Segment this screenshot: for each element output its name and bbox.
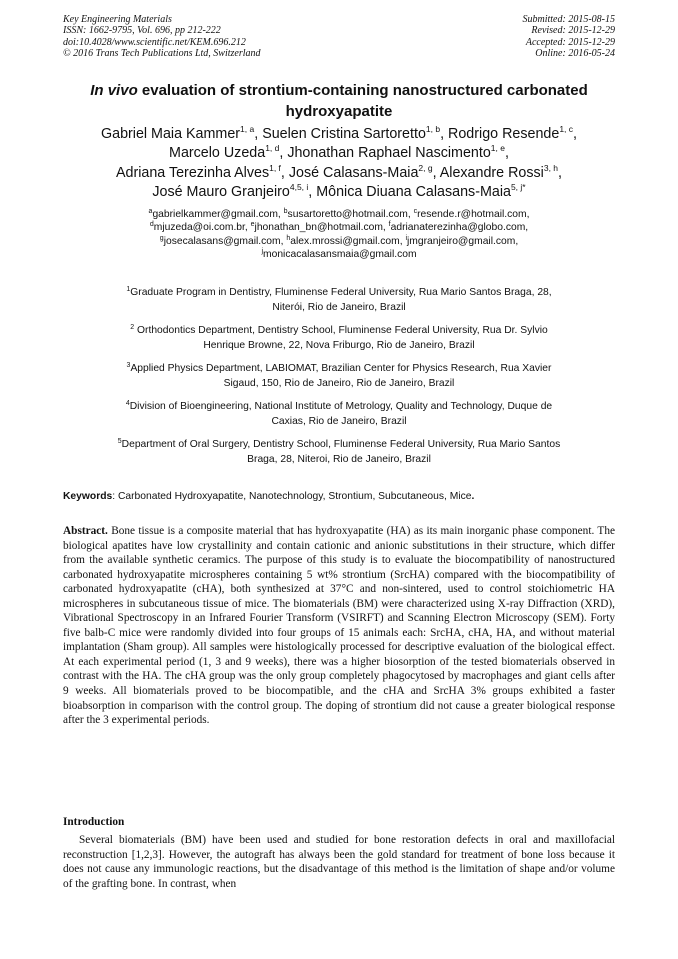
affiliation-line: $^2$ Orthodontics Department, Dentistry School, Fluminense Federal University, Rua Dr. Sylvio bbox=[130, 324, 548, 336]
email-address: mjuzeda@oi.com.br bbox=[153, 222, 245, 234]
keywords bbox=[63, 490, 615, 504]
affiliation-line: $^3$Applied Physics Department, LABIOMAT, Brazilian Center for Physics Research, Rua Xavier bbox=[126, 362, 552, 374]
email-superscript: h bbox=[286, 234, 291, 242]
affiliation-line: Caxias, Rio de Janeiro, Brazil bbox=[271, 415, 407, 427]
author-superscript: 1, d bbox=[265, 143, 280, 154]
author-name: José Mauro Granjeiro bbox=[152, 183, 290, 200]
email-address: monicacalasansmaia@gmail.com bbox=[263, 248, 417, 260]
email-line: $^g$josecalasans@gmail.com, $^h$alex.mrossi@gmail.com, $^i$jmgranjeiro@gmail.com, bbox=[159, 234, 519, 247]
submitted-date: Submitted: 2015-08-15 bbox=[522, 14, 615, 25]
keywords-label: Keywords bbox=[63, 491, 113, 502]
affiliation-superscript: 2 bbox=[130, 324, 135, 331]
author-superscript: 1, b bbox=[425, 124, 441, 134]
abstract-label: Abstract. bbox=[63, 525, 108, 537]
journal-name: Key Engineering Materials bbox=[63, 14, 172, 25]
email-address: jhonathan_bn@hotmail.com bbox=[254, 222, 383, 234]
affiliation bbox=[75, 324, 603, 353]
email-superscript: c bbox=[413, 208, 418, 215]
author-name: Suelen Cristina Sartoretto bbox=[262, 126, 426, 142]
author-list bbox=[40, 125, 638, 202]
email-address: alex.mrossi@gmail.com bbox=[290, 235, 400, 247]
email-superscript: f bbox=[388, 221, 391, 229]
author-name: Adriana Terezinha Alves bbox=[115, 164, 270, 181]
email-address: resende.r@hotmail.com bbox=[417, 209, 527, 220]
author-superscript: 1, c bbox=[559, 124, 574, 134]
affiliation-line: $^4$Division of Bioengineering, National Institute of Metrology, Quality and Technology, Duque de bbox=[125, 400, 553, 412]
affiliation bbox=[75, 362, 603, 391]
author-superscript: 3, h bbox=[543, 162, 559, 173]
email-address: adrianaterezinha@globo.com bbox=[390, 222, 526, 234]
affiliation-superscript: 3 bbox=[126, 362, 131, 369]
email-address: josecalasans@gmail.com bbox=[163, 235, 281, 247]
author-superscript: 2, g bbox=[418, 162, 433, 173]
title-italic-part: In vivo bbox=[90, 82, 138, 99]
email-address: susartoretto@hotmail.com bbox=[287, 209, 408, 220]
author-line: Adriana Terezinha Alves$^{1, f}$, José Calasans-Maia$^{2, g}$, Alexandre Rossi$^{3, h}$, bbox=[115, 162, 563, 181]
author-name: Alexandre Rossi bbox=[439, 164, 544, 181]
email-superscript: a bbox=[148, 208, 153, 215]
copyright-line: © 2016 Trans Tech Publications Ltd, Switzerland bbox=[63, 47, 261, 59]
email-address: gabrielkammer@gmail.com bbox=[152, 209, 278, 220]
author-superscript: 1, f bbox=[269, 162, 281, 173]
email-superscript: b bbox=[283, 208, 288, 215]
accepted-date: Accepted: 2015-12-29 bbox=[525, 36, 615, 48]
email-address: jmgranjeiro@gmail.com bbox=[407, 235, 516, 247]
affiliation-line: Braga, 28, Niteroi, Rio de Janeiro, Brazil bbox=[247, 453, 431, 465]
author-name: Rodrigo Resende bbox=[448, 126, 560, 142]
email-line: $^a$gabrielkammer@gmail.com, $^b$susartoretto@hotmail.com, $^c$resende.r@hotmail.com, bbox=[148, 208, 530, 220]
affiliation bbox=[75, 400, 603, 429]
affiliation-superscript: 5 bbox=[117, 438, 122, 445]
email-superscript: d bbox=[149, 221, 154, 229]
author-line: Marcelo Uzeda$^{1, d}$, Jhonathan Raphael Nascimento$^{1, e}$, bbox=[169, 143, 509, 162]
affiliation bbox=[75, 438, 603, 467]
author-name: Mônica Diuana Calasans-Maia bbox=[316, 183, 511, 200]
keywords-text: : Carbonated Hydroxyapatite, Nanotechnology, Strontium, Subcutaneous, Mice bbox=[112, 491, 472, 502]
abstract bbox=[63, 524, 615, 728]
introduction-heading: Introduction bbox=[63, 816, 125, 828]
abstract-text: Bone tissue is a composite material that has hydroxyapatite (HA) as its main inorganic phase component. The biological apatites have low crystallinity and contain cationic and anionic substitutions in their structure, which differ from the available synthetic ceramics. The purpose of this study is to evaluate the biocompatibility of nanostructured carbonated hydroxyapatite microspheres containing 5 wt% strontium (SrcHA) compared with the biocompatibility of carbonated hydroxyapatite (cHA), both synthesized at 37°C and non-sintered, used to control stoichiometric HA microspheres in subcutaneous tissue of mice. The biomaterials (BM) were characterized using X-ray Diffraction (XRD), Vibrational Spectroscopy in an Infrared Fourier Transform (VSIRFT) and Scanning Electron Microscopy (SEM). Forty five balb-C mice were randomly divided into four groups of 15 animals each: SrcHA, cHA, HA, and without material implantation (Sham group). All samples were histologically processed for descriptive evaluation of the biological effect. At each experimental period (1, 3 and 9 weeks), there was a higher biosorption of the tested biomaterials observed in contrast with the HA. The cHA group was the only group completely phagocytosed by macrophages and giant cells after 9 weeks. All biomaterials proved to be biocompatible, and the cHA and SrcHA 3% groups exhibited a faster bioabsorption in comparison with the control group. The doping of strontium did not cause a greater biological response after the 3 experimental periods. bbox=[63, 525, 615, 727]
affiliation-line: Sigaud, 150, Rio de Janeiro, Rio de Janeiro, Brazil bbox=[223, 377, 455, 389]
author-superscript: 1, e bbox=[490, 143, 505, 154]
keywords-end: . bbox=[471, 491, 475, 502]
email-line bbox=[80, 248, 598, 261]
title-main-part: evaluation of strontium-containing nanostructured carbonated hydroxyapatite bbox=[141, 82, 588, 120]
affiliation bbox=[75, 286, 603, 315]
affiliation-superscript: 4 bbox=[125, 400, 130, 407]
affiliation-line: $^5$Department of Oral Surgery, Dentistry School, Fluminense Federal University, Rua Mario Santos bbox=[117, 438, 561, 450]
header-dates bbox=[523, 14, 616, 59]
email-superscript: i bbox=[405, 234, 407, 242]
introduction-text: Several biomaterials (BM) have been used and studied for bone restoration defects in oral and maxillofacial reconstruction [1,2,3]. However, the autograft has always been the gold standard for treatment of bone loss because it does not cause any immunologic reactions, but the disadvantage of this method is the limitation of shape and/or volume of the grafting bone. In contrast, when bbox=[63, 834, 615, 890]
affiliation-superscript: 1 bbox=[126, 286, 131, 293]
online-date: Online: 2016-05-24 bbox=[535, 47, 615, 59]
email-superscript: e bbox=[250, 221, 255, 229]
author-name: Marcelo Uzeda bbox=[169, 145, 266, 162]
author-superscript: 5, j* bbox=[510, 181, 526, 192]
author-name: Jhonathan Raphael Nascimento bbox=[287, 145, 491, 162]
author-line: Gabriel Maia Kammer$^{1, a}$, Suelen Cristina Sartoretto$^{1, b}$, Rodrigo Resende$^{1, c}$, bbox=[101, 124, 577, 142]
header-publication-info bbox=[63, 14, 261, 59]
email-superscript: g bbox=[159, 234, 164, 242]
author-name: Gabriel Maia Kammer bbox=[101, 126, 241, 142]
affiliation-line: Niterói, Rio de Janeiro, Brazil bbox=[272, 301, 406, 313]
affiliation-line: $^1$Graduate Program in Dentistry, Fluminense Federal University, Rua Mario Santos Braga, 28, bbox=[126, 286, 552, 298]
author-line: José Mauro Granjeiro$^{4,5, i}$, Mônica Diuana Calasans-Maia$^{5, j*}$ bbox=[152, 181, 526, 200]
author-superscript: 1, a bbox=[240, 124, 255, 134]
issn-line: ISSN: 1662-9795, Vol. 696, pp 212-222 bbox=[63, 25, 221, 37]
email-line: $^d$mjuzeda@oi.com.br, $^e$jhonathan_bn@hotmail.com, $^f$adrianaterezinha@globo.com, bbox=[149, 221, 529, 234]
paper-title bbox=[60, 80, 618, 122]
author-superscript: 4,5, i bbox=[289, 181, 309, 192]
doi-line: doi:10.4028/www.scientific.net/KEM.696.212 bbox=[63, 36, 246, 48]
affiliation-line: Henrique Browne, 22, Nova Friburgo, Rio de Janeiro, Brazil bbox=[203, 339, 475, 351]
author-name: José Calasans-Maia bbox=[288, 164, 419, 181]
email-superscript: j bbox=[261, 247, 264, 255]
author-emails bbox=[80, 208, 598, 261]
revised-date: Revised: 2015-12-29 bbox=[531, 25, 615, 37]
